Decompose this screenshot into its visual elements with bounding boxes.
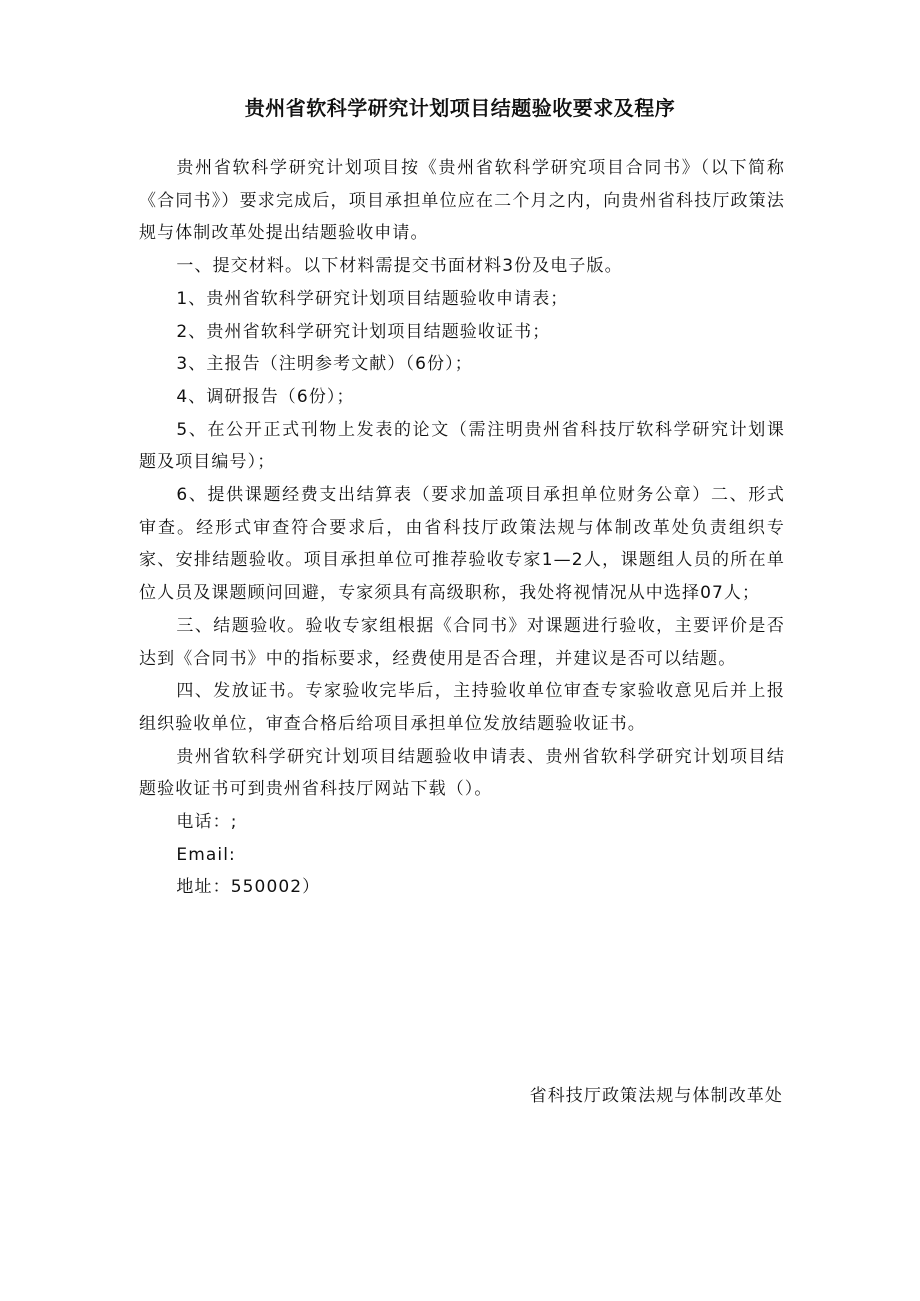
material-item-1: 1、贵州省软科学研究计划项目结题验收申请表； <box>176 288 569 309</box>
material-item-3: 3、主报告（注明参考文献）（6份）； <box>176 354 473 375</box>
contact-email: Email: <box>176 844 236 865</box>
section-certificate: 四、发放证书。专家验收完毕后，主持验收单位审查专家验收意见后并上报组织验收单位，审查合格后给项目承担单位发放结题验收证书。 <box>139 681 785 734</box>
material-item-2: 2、贵州省软科学研究计划项目结题验收证书； <box>176 321 551 342</box>
issuer-signature: 省科技厅政策法规与体制改革处 <box>529 1086 783 1106</box>
material-item-6-and-review: 6、提供课题经费支出结算表（要求加盖项目承担单位财务公章）二、形式审查。经形式审查符合要求后，由省科技厅政策法规与体制改革处负责组织专家、安排结题验收。项目承担单位可推荐验收专家1—2人，课题组人员的所在单位人员及课题顾问回避，专家须具有高级职称，我处将视情况从中选择07人； <box>139 485 785 604</box>
contact-phone: 电话：; <box>176 812 238 833</box>
material-item-5: 5、在公开正式刊物上发表的论文（需注明贵州省科技厅软科学研究计划课题及项目编号）； <box>139 419 785 473</box>
section-acceptance: 三、结题验收。验收专家组根据《合同书》对课题进行验收，主要评价是否达到《合同书》中的指标要求，经费使用是否合理，并建议是否可以结题。 <box>139 615 785 669</box>
material-item-4: 4、调研报告（6份）； <box>176 386 355 407</box>
contact-address: 地址：550002） <box>176 877 321 898</box>
section-submit-materials: 一、提交材料。以下材料需提交书面材料3份及电子版。 <box>176 256 623 277</box>
intro-paragraph: 贵州省软科学研究计划项目按《贵州省软科学研究项目合同书》（以下简称《合同书》）要求完成后，项目承担单位应在二个月之内，向贵州省科技厅政策法规与体制改革处提出结题验收申请。 <box>139 158 785 244</box>
document-title: 贵州省软科学研究计划项目结题验收要求及程序 <box>244 96 676 120</box>
document-body <box>139 152 785 904</box>
download-note: 贵州省软科学研究计划项目结题验收申请表、贵州省软科学研究计划项目结题验收证书可到贵州省科技厅网站下载（）。 <box>139 746 785 800</box>
